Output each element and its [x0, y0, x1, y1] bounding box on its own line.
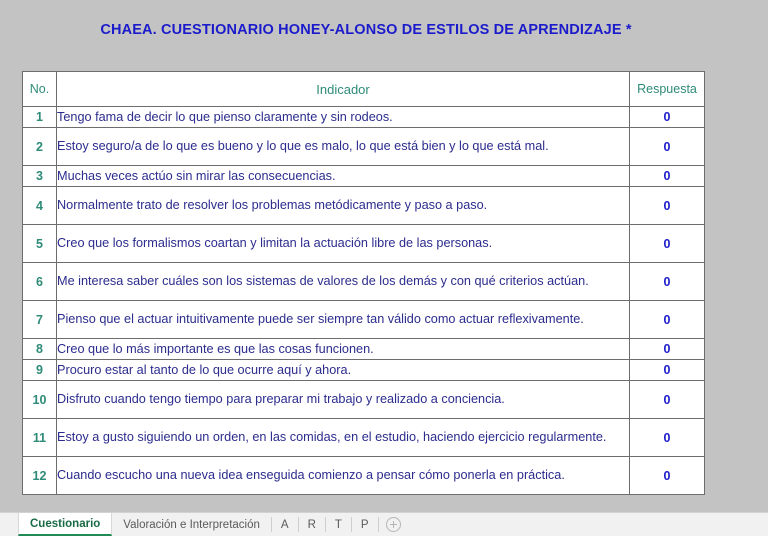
table-row[interactable] — [23, 419, 705, 457]
cell-indicator: Cuando escucho una nueva idea enseguida comienzo a pensar cómo ponerla en práctica. — [57, 457, 630, 495]
sheet-tab-r[interactable] — [299, 513, 325, 536]
cell-row-number: 2 — [23, 128, 57, 166]
sheet-tab-label: A — [280, 518, 289, 531]
table-row[interactable] — [23, 301, 705, 339]
sheet-tab-label: Cuestionario — [30, 517, 101, 530]
cell-indicator: Estoy a gusto siguiendo un orden, en las comidas, en el estudio, haciendo ejercicio regularmente. — [57, 419, 630, 457]
cell-response[interactable]: 0 — [630, 457, 705, 495]
sheet-tab-bar — [0, 512, 768, 536]
sheet-tab-label: T — [334, 518, 342, 531]
page-title: CHAEA. CUESTIONARIO HONEY-ALONSO DE ESTILOS DE APRENDIZAJE * — [100, 22, 632, 38]
cell-row-number: 4 — [23, 187, 57, 225]
cell-response[interactable]: 0 — [630, 107, 705, 128]
column-header-indicador: Indicador — [57, 72, 630, 107]
column-header-respuesta: Respuesta — [630, 72, 705, 107]
plus-circle-icon — [386, 517, 401, 532]
sheet-tab-label: R — [307, 518, 316, 531]
cell-response[interactable]: 0 — [630, 381, 705, 419]
cell-response[interactable]: 0 — [630, 339, 705, 360]
sheet-tab-cuestionario[interactable] — [18, 513, 112, 536]
table-row[interactable] — [23, 187, 705, 225]
table-body — [23, 107, 705, 495]
table-row[interactable] — [23, 225, 705, 263]
cell-row-number: 8 — [23, 339, 57, 360]
table-row[interactable] — [23, 107, 705, 128]
sheet-tab-valoracion-e-interpretacion[interactable] — [112, 513, 271, 536]
cell-indicator: Creo que lo más importante es que las cosas funcionen. — [57, 339, 630, 360]
table-header-row — [23, 72, 705, 107]
cell-row-number: 10 — [23, 381, 57, 419]
cell-indicator: Disfruto cuando tengo tiempo para preparar mi trabajo y realizado a conciencia. — [57, 381, 630, 419]
cell-row-number: 9 — [23, 360, 57, 381]
sheet-tab-a[interactable] — [272, 513, 298, 536]
add-sheet-button[interactable] — [379, 513, 409, 536]
cell-response[interactable]: 0 — [630, 419, 705, 457]
table-row[interactable] — [23, 457, 705, 495]
cell-indicator: Me interesa saber cuáles son los sistemas de valores de los demás y con qué criterios actúan. — [57, 263, 630, 301]
cell-indicator: Pienso que el actuar intuitivamente puede ser siempre tan válido como actuar reflexivamente. — [57, 301, 630, 339]
cell-response[interactable]: 0 — [630, 166, 705, 187]
cell-response[interactable]: 0 — [630, 128, 705, 166]
sheet-tab-t[interactable] — [326, 513, 351, 536]
sheet-tab-label: Valoración e Interpretación — [123, 518, 260, 531]
column-header-no: No. — [23, 72, 57, 107]
table-row[interactable] — [23, 360, 705, 381]
cell-response[interactable]: 0 — [630, 301, 705, 339]
cell-indicator: Estoy seguro/a de lo que es bueno y lo que es malo, lo que está bien y lo que está mal. — [57, 128, 630, 166]
cell-indicator: Creo que los formalismos coartan y limitan la actuación libre de las personas. — [57, 225, 630, 263]
cell-indicator: Normalmente trato de resolver los problemas metódicamente y paso a paso. — [57, 187, 630, 225]
table-row[interactable] — [23, 128, 705, 166]
cell-row-number: 11 — [23, 419, 57, 457]
cell-row-number: 7 — [23, 301, 57, 339]
cell-row-number: 3 — [23, 166, 57, 187]
cell-indicator: Tengo fama de decir lo que pienso claramente y sin rodeos. — [57, 107, 630, 128]
table-row[interactable] — [23, 263, 705, 301]
cell-row-number: 5 — [23, 225, 57, 263]
cell-row-number: 12 — [23, 457, 57, 495]
cell-response[interactable]: 0 — [630, 225, 705, 263]
table-row[interactable] — [23, 339, 705, 360]
table-row[interactable] — [23, 381, 705, 419]
table-row[interactable] — [23, 166, 705, 187]
sheet-tab-p[interactable] — [352, 513, 378, 536]
cell-response[interactable]: 0 — [630, 263, 705, 301]
cell-indicator: Muchas veces actúo sin mirar las consecuencias. — [57, 166, 630, 187]
cell-response[interactable]: 0 — [630, 360, 705, 381]
cell-response[interactable]: 0 — [630, 187, 705, 225]
questionnaire-table — [22, 71, 705, 495]
sheet-tab-label: P — [360, 518, 369, 531]
cell-indicator: Procuro estar al tanto de lo que ocurre aquí y ahora. — [57, 360, 630, 381]
cell-row-number: 6 — [23, 263, 57, 301]
cell-row-number: 1 — [23, 107, 57, 128]
